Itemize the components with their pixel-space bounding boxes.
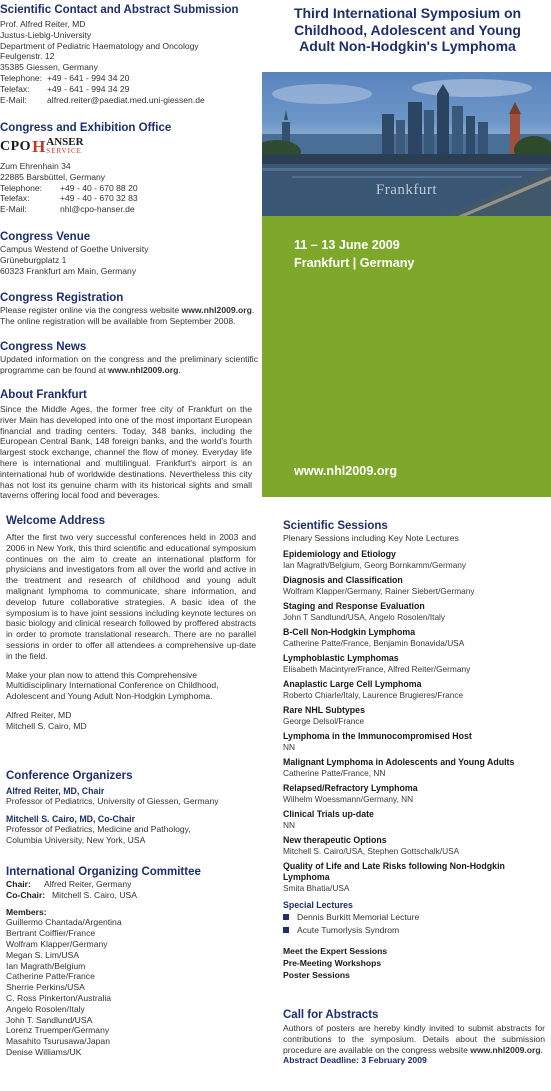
about-text: Since the Middle Ages, the former free city of Frankfurt on the river Main has developed into one of the most important European financial and trading centers. Today, 348 banks, including the European Central Bank, 148 foreign banks, and the world's fourth largest stock exchange, channel the flow of money. Everyday life here is international and multilingual. Frankfurt's airport is an international hub of worldwide destinations. Nevertheless this city has not lost its genuine charm with its historical sights and small taverns offering local food and beverages. [0,404,252,501]
office-line: Zum Ehrenhain 34 [0,161,71,171]
news-text [0,354,258,376]
telefax-value: +49 - 40 - 670 32 83 [60,193,138,204]
telefax-label: Telefax: [0,193,30,204]
registration-text [0,305,260,327]
event-info-panel [262,216,551,497]
welcome-paragraph: After the first two very successful conferences held in 2003 and 2006 in New York, this third scientific and educational symposium continues on the aim to create an international platform for physicians and investigators from all over the world and active in the treatment and research of childhood and young adult malignant lymphoma to communicate, share information, and develop future collaborative strategies. A basic idea of the symposium is to have joint sessions including keynote lectures on basic biology and clinical research followed by proffered abstracts in order to promote translational research. There are no parallel sessions in order to offer all attendees a comprehensive up-date in the field. [6,532,256,661]
session-name: Lymphoma in the Immunocompromised Host [283,730,472,741]
session-speakers: Catherine Patte/France, Benjamin Bonavida/USA [283,637,465,648]
signer: Mitchell S. Cairo, MD [6,720,87,731]
member: Catherine Patte/France [6,971,95,982]
member: John T. Sandlund/USA [6,1014,93,1025]
news-suffix: . [178,364,181,375]
square-bullet-icon [283,914,289,920]
logo-h-mark: H [32,137,46,156]
contact-line: Feulgenstr. 12 [0,51,55,62]
contact-section [0,4,258,105]
session-speakers: Elisabeth Macintyre/France, Alfred Reiter/Germany [283,663,471,674]
welcome-signature [6,710,256,732]
logo-anser-text: ANSER [46,136,84,148]
chair-label: Chair: [6,879,31,889]
special-lecture-item [283,912,545,923]
organizer-name: Mitchell S. Cairo, MD, Co-Chair [6,813,136,824]
telephone-label: Telephone: [0,182,43,193]
other-session-item: Meet the Expert Sessions [283,946,388,957]
telefax-value: +49 - 641 - 994 34 29 [47,83,130,94]
symposium-title [264,5,551,55]
special-lecture-item [283,925,545,936]
contact-line: Department of Pediatric Haematology and Oncology [0,40,199,51]
special-lectures-title: Special Lectures [283,899,353,910]
title-line: Adult Non-Hodgkin's Lymphoma [299,38,516,54]
event-location: Frankfurt | Germany [294,256,415,270]
session-name: Lymphoblastic Lymphomas [283,652,399,663]
registration-prefix: Please register online via the congress website [0,305,182,315]
about-title: About Frankfurt [0,389,87,401]
abstracts-text [283,1023,545,1055]
contact-email [0,95,258,106]
office-title: Congress and Exhibition Office [0,122,172,134]
session-speakers: NN [283,741,295,752]
welcome-section [6,515,256,732]
welcome-paragraph: Make your plan now to attend this Comprehensive Multidisciplinary International Conference on Childhood, Adolescent and Young Adult Non-Hodgkin Lymphoma. [6,669,219,702]
member: Angelo Rosolen/Italy [6,1003,85,1014]
session-speakers: George Delsol/France [283,715,365,726]
square-bullet-icon [283,927,289,933]
registration-section [0,292,260,327]
telefax-label: Telefax: [0,83,30,94]
registration-title: Congress Registration [0,292,124,304]
member: Masahito Tsurusawa/Japan [6,1036,110,1047]
email-label: E-Mail: [0,94,27,105]
sessions-title: Scientific Sessions [283,520,388,532]
other-sessions [283,945,545,981]
session-speakers: Ian Magrath/Belgium, Georg Bornkamm/Germany [283,559,467,570]
session-name: Epidemiology and Etiology [283,548,396,559]
chair-row [6,879,256,890]
committee-title: International Organizing Committee [6,866,201,878]
contact-address [0,19,258,105]
registration-line [0,305,260,316]
other-session-item: Poster Sessions [283,970,350,981]
session-name: Relapsed/Refractory Lymphoma [283,782,418,793]
session-name: Anaplastic Large Cell Lymphoma [283,678,422,689]
venue-title: Congress Venue [0,231,91,243]
member: Bertrant Coiffier/France [6,928,96,939]
title-line: Childhood, Adolescent and Young [294,21,521,38]
session-speakers: Roberto Chiarle/Italy, Laurence Brugieres/France [283,689,464,700]
logo-service-text: SERVICE [46,147,82,155]
session-speakers: Smita Bhatia/USA [283,882,350,893]
session-name: Malignant Lymphoma in Adolescents and Young Adults [283,756,515,767]
venue-line: Grüneburgplatz 1 [0,254,67,265]
frankfurt-skyline-photo [262,72,551,216]
session-name: New therapeutic Options [283,834,387,845]
office-email [0,204,258,215]
email-value[interactable]: alfred.reiter@paediat.med.uni-giessen.de [47,94,205,105]
news-url[interactable]: www.nhl2009.org [107,364,179,375]
telephone-value: +49 - 641 - 994 34 20 [47,72,130,83]
signer: Alfred Reiter, MD [6,709,72,720]
abstracts-section [283,1009,545,1065]
contact-line: 35385 Giessen, Germany [0,62,98,73]
news-prefix: Updated information on the congress and the preliminary scientific programme can be found at [0,354,258,375]
email-label: E-Mail: [0,204,27,215]
organizer-affiliation: Professor of Pediatrics, Medicine and Pathology, [6,823,191,834]
abstracts-suffix: . [540,1044,544,1055]
member: Sherrie Perkins/USA [6,982,85,993]
registration-suffix: . [251,305,255,315]
special-lecture-label: Dennis Burkitt Memorial Lecture [297,911,420,922]
logo-cpo-text: CPO [0,139,32,154]
special-lecture-label: Acute Tumorlysis Syndrom [297,924,400,935]
session-speakers: NN [283,819,295,830]
organizers-title: Conference Organizers [6,770,133,782]
organizer-affiliation: Professor of Pediatrics, University of Giessen, Germany [6,796,219,806]
office-telefax [0,193,258,204]
office-line: 22885 Barsbüttel, Germany [0,171,106,182]
venue-address [0,244,258,276]
telephone-label: Telephone: [0,72,43,83]
session-speakers: Wilhelm Woessmann/Germany, NN [283,793,414,804]
member: C. Ross Pinkerton/Australia [6,992,112,1003]
member: Denise Williams/UK [6,1046,82,1057]
title-line: Third International Symposium on [293,5,522,21]
session-speakers: Mitchell S. Cairo/USA, Stephen Gottschalk/USA [283,845,460,856]
member: Lorenz Truemper/Germany [6,1025,110,1036]
committee-section [6,866,256,1058]
cpo-hanser-logo [0,137,258,157]
session-name: Rare NHL Subtypes [283,704,365,715]
session-name: B-Cell Non-Hodgkin Lymphoma [283,626,416,637]
logo-hanser-stack [46,138,83,156]
contact-telefax [0,84,258,95]
sessions-section [283,520,545,981]
session-name: Clinical Trials up-date [283,808,374,819]
welcome-title: Welcome Address [6,515,106,527]
member: Wolfram Klapper/Germany [6,938,108,949]
member: Megan S. Lim/USA [6,949,80,960]
other-session-item: Pre-Meeting Workshops [283,958,382,969]
venue-line: 60323 Frankfurt am Main, Germany [0,265,137,276]
event-url[interactable]: www.nhl2009.org [294,464,398,478]
email-value[interactable]: nhl@cpo-hanser.de [60,204,135,215]
venue-line: Campus Westend of Goethe University [0,244,149,254]
office-address [0,161,258,215]
abstract-deadline: Abstract Deadline: 3 February 2009 [283,1055,427,1066]
contact-title: Scientific Contact and Abstract Submission [0,4,239,16]
about-frankfurt-section [0,389,252,501]
event-dates-block [294,236,414,272]
contact-line: Prof. Alfred Reiter, MD [0,19,86,29]
registration-line: The online registration will be available from September 2008. [0,315,236,326]
photo-city-label: Frankfurt [375,182,438,198]
organizers-section [6,770,256,845]
session-speakers: Catherine Patte/France, NN [283,767,386,778]
abstracts-url[interactable]: www.nhl2009.org [470,1044,541,1055]
cochair-row [6,890,256,901]
registration-url[interactable]: www.nhl2009.org [181,305,252,315]
session-name: Quality of Life and Late Risks following Non-Hodgkin Lymphoma [283,860,505,882]
organizer-affiliation: Columbia University, New York, USA [6,834,146,845]
contact-telephone [0,73,258,84]
members-title: Members: [6,906,47,917]
event-dates: 11 – 13 June 2009 [294,238,400,252]
session-speakers: John T Sandlund/USA, Angelo Rosolen/Italy [283,611,446,622]
cochair-value: Mitchell S. Cairo, USA [52,889,138,900]
abstracts-title: Call for Abstracts [283,1009,379,1021]
member: Guillermo Chantada/Argentina [6,917,122,928]
chair-value: Alfred Reiter, Germany [44,879,132,889]
office-telephone [0,183,258,194]
venue-section [0,231,258,276]
sessions-subtitle: Plenary Sessions including Key Note Lectures [283,533,459,543]
member: Ian Magrath/Belgium [6,960,86,971]
contact-line: Justus-Liebig-University [0,29,92,40]
members-list [6,917,256,1057]
cochair-label: Co-Chair: [6,889,46,900]
session-list [283,549,545,893]
committee-chairs [6,879,256,901]
telephone-value: +49 - 40 - 670 88 20 [60,182,138,193]
abstracts-prefix: Authors of posters are hereby kindly invited to submit abstracts for contributions to the symposium. Details about the submission procedure are available on the congress website [283,1023,545,1055]
news-title: Congress News [0,341,87,353]
session-name: Diagnosis and Classification [283,574,403,585]
organizer-name: Alfred Reiter, MD, Chair [6,786,105,796]
congress-office-section [0,122,258,215]
session-name: Staging and Response Evaluation [283,600,425,611]
news-section [0,341,258,376]
session-speakers: Wolfram Klapper/Germany, Rainer Siebert/Germany [283,585,475,596]
